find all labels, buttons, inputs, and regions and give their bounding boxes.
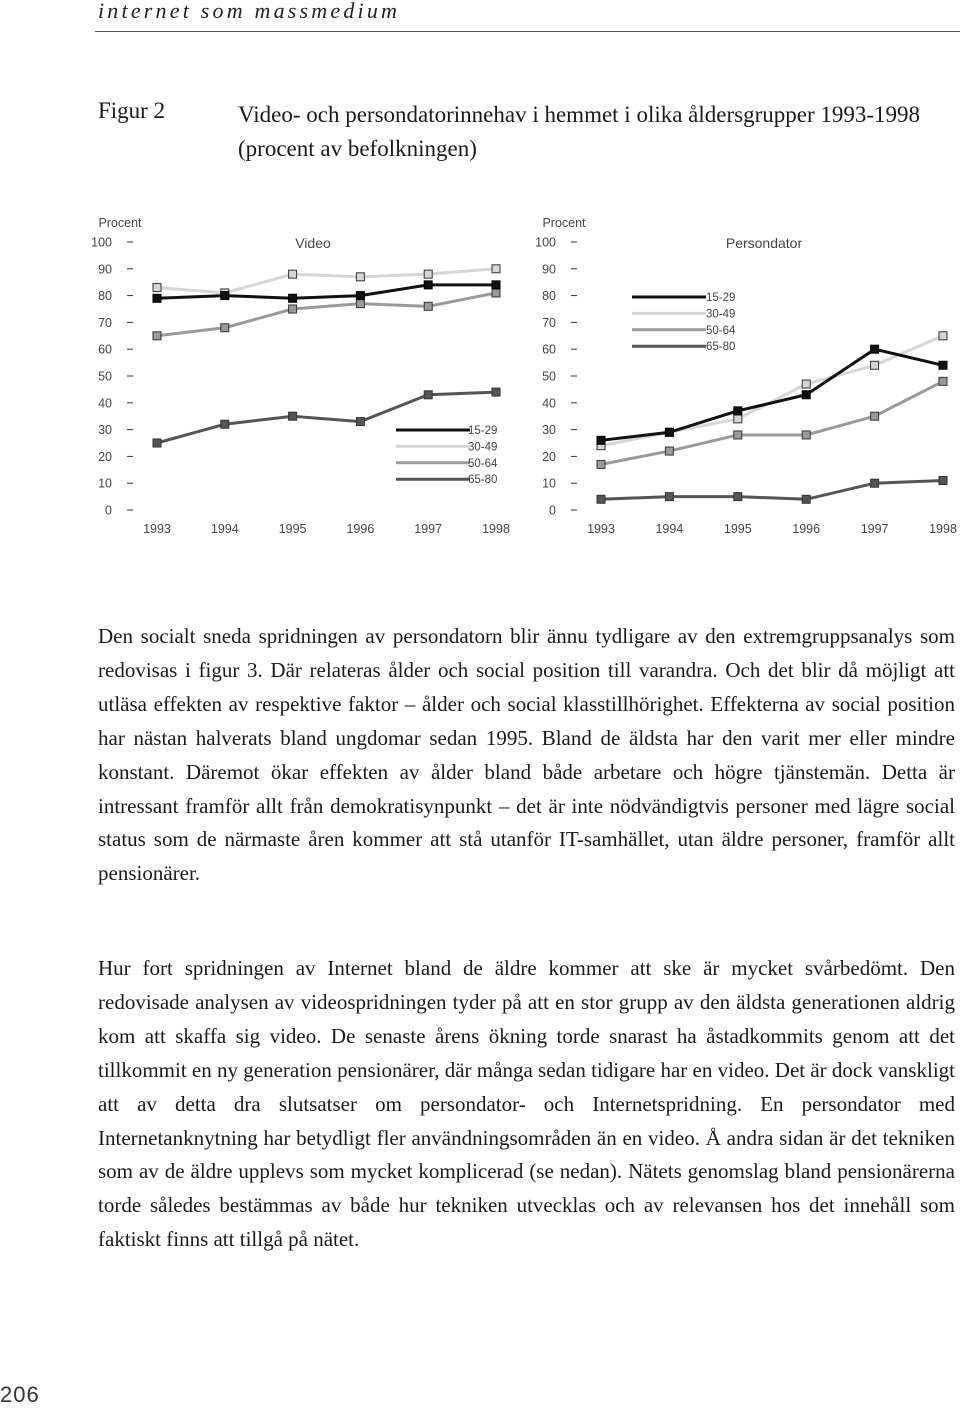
data-point-30-49 bbox=[734, 415, 742, 423]
data-point-15-29 bbox=[424, 281, 432, 289]
data-point-15-29 bbox=[289, 294, 297, 302]
body-paragraph-1: Den socialt sneda spridningen av persondatorn blir ännu tydligare av den extremgruppsanalys som redovisas i figur 3. Där relateras ålder och social position till varandra. Och det blir då möjligt att utläsa effekten av respektive faktor – ålder och social klasstillhörighet. Effekterna av social position har nästan halverats bland ungdomar sedan 1995. Bland de äldsta har den varit mer eller mindre konstant. Däremot ökar effekten av ålder bland både arbetare och högre tjänstemän. Detta är intressant framför allt från demokratisynpunkt – det är inte nödvändigtvis personer med lägre social status som de närmaste åren kommer att stå utanför IT-samhället, utan äldre personer, framför allt pensionärer. bbox=[98, 624, 955, 886]
legend-label: 50-64 bbox=[706, 324, 736, 337]
header-rule bbox=[95, 31, 960, 32]
data-point-30-49 bbox=[424, 270, 432, 278]
y-tick-label: 20 bbox=[542, 449, 556, 464]
data-point-50-64 bbox=[221, 324, 229, 332]
y-tick-label: 90 bbox=[98, 262, 112, 277]
data-point-30-49 bbox=[356, 273, 364, 281]
data-point-50-64 bbox=[734, 431, 742, 439]
data-point-15-29 bbox=[153, 294, 161, 302]
x-tick-label: 1994 bbox=[655, 522, 684, 536]
x-tick-label: 1996 bbox=[346, 522, 375, 536]
data-point-15-29 bbox=[221, 292, 229, 300]
y-tick-label: 90 bbox=[542, 262, 556, 277]
x-tick-label: 1995 bbox=[723, 522, 752, 536]
data-point-50-64 bbox=[665, 447, 673, 455]
video-chart bbox=[80, 205, 520, 545]
y-tick-label: 80 bbox=[542, 289, 556, 304]
data-point-50-64 bbox=[289, 305, 297, 313]
data-point-30-49 bbox=[289, 270, 297, 278]
x-tick-label: 1997 bbox=[860, 522, 889, 536]
series-line-65-80 bbox=[157, 392, 496, 443]
legend-label: 65-80 bbox=[468, 474, 498, 487]
x-tick-label: 1998 bbox=[482, 522, 510, 536]
y-axis-label: Procent bbox=[542, 216, 586, 230]
x-tick-label: 1997 bbox=[414, 522, 443, 536]
y-tick-label: 60 bbox=[542, 342, 556, 357]
running-head: internet som massmedium bbox=[98, 0, 401, 23]
y-tick-label: 40 bbox=[542, 396, 556, 411]
data-point-30-49 bbox=[802, 380, 810, 388]
chart-title: Persondator bbox=[725, 235, 803, 251]
y-tick-label: 0 bbox=[105, 503, 112, 518]
legend-label: 15-29 bbox=[468, 425, 498, 437]
y-tick-label: 100 bbox=[535, 235, 556, 250]
data-point-15-29 bbox=[734, 407, 742, 415]
y-tick-label: 70 bbox=[542, 315, 556, 330]
data-point-30-49 bbox=[153, 284, 161, 292]
data-point-15-29 bbox=[802, 391, 810, 399]
y-tick-label: 10 bbox=[542, 476, 556, 491]
y-tick-label: 20 bbox=[98, 449, 112, 464]
data-point-65-80 bbox=[492, 388, 500, 396]
chart-title: Video bbox=[295, 235, 331, 251]
data-point-65-80 bbox=[153, 439, 161, 447]
data-point-65-80 bbox=[289, 412, 297, 420]
x-tick-label: 1994 bbox=[210, 522, 239, 536]
data-point-15-29 bbox=[356, 292, 364, 300]
data-point-65-80 bbox=[424, 391, 432, 399]
data-point-50-64 bbox=[153, 332, 161, 340]
series-line-15-29 bbox=[601, 349, 943, 440]
data-point-65-80 bbox=[221, 420, 229, 428]
y-tick-label: 80 bbox=[98, 289, 112, 304]
figure-label: Figur 2 bbox=[98, 98, 166, 123]
legend-label: 50-64 bbox=[468, 457, 498, 470]
data-point-65-80 bbox=[871, 479, 879, 487]
y-axis-label: Procent bbox=[98, 216, 142, 230]
y-tick-label: 100 bbox=[91, 235, 112, 250]
body-paragraph-2: Hur fort spridningen av Internet bland de äldre kommer att ske är mycket svårbedömt. Den redovisade analysen av videospridningen tyder på att en stor grupp av den äldsta generationen aldrig kom att skaffa sig video. De senaste årens ökning torde snarast ha åstadkommits genom att det tillkommit en ny generation pensionärer, där många sedan tidigare har en video. Det är dock vanskligt att av detta dra slutsatser om persondator- och Internetspridning. En persondator med Internetanknytning har betydligt fler användningsområden än en video. Å andra sidan är det tekniken som av de äldre upplevs som mycket komplicerad (se nedan). Nätets genomslag bland pensionärerna torde således bestämmas av både hur tekniken utvecklas och av relevansen hos det innehåll som faktiskt finns att tillgå på nätet. bbox=[98, 956, 955, 1252]
data-point-65-80 bbox=[665, 493, 673, 501]
data-point-50-64 bbox=[802, 431, 810, 439]
data-point-50-64 bbox=[871, 412, 879, 420]
data-point-30-49 bbox=[939, 332, 947, 340]
y-tick-label: 50 bbox=[542, 369, 556, 384]
legend-label: 65-80 bbox=[706, 341, 736, 354]
data-point-50-64 bbox=[424, 302, 432, 310]
x-tick-label: 1993 bbox=[587, 522, 615, 536]
data-point-65-80 bbox=[597, 495, 605, 503]
y-tick-label: 0 bbox=[549, 503, 556, 518]
y-tick-label: 50 bbox=[98, 369, 112, 384]
data-point-65-80 bbox=[356, 418, 364, 426]
y-tick-label: 30 bbox=[542, 423, 556, 438]
data-point-30-49 bbox=[492, 265, 500, 273]
data-point-15-29 bbox=[871, 345, 879, 353]
y-tick-label: 60 bbox=[98, 342, 112, 357]
y-tick-label: 30 bbox=[98, 423, 112, 438]
figure-title: Video- och persondatorinnehav i hemmet i olika åldersgrupper 1993-1998 (procent av befolkningen) bbox=[238, 102, 921, 161]
legend-label: 15-29 bbox=[706, 292, 736, 304]
data-point-15-29 bbox=[665, 428, 673, 436]
y-tick-label: 10 bbox=[98, 476, 112, 491]
persondator-chart bbox=[524, 205, 960, 545]
series-line-65-80 bbox=[601, 481, 943, 500]
series-line-50-64 bbox=[157, 293, 496, 336]
data-point-65-80 bbox=[802, 495, 810, 503]
data-point-65-80 bbox=[939, 477, 947, 485]
x-tick-label: 1998 bbox=[929, 522, 957, 536]
data-point-50-64 bbox=[939, 377, 947, 385]
data-point-15-29 bbox=[597, 436, 605, 444]
series-line-30-49 bbox=[157, 269, 496, 293]
legend-label: 30-49 bbox=[468, 441, 498, 454]
data-point-50-64 bbox=[597, 460, 605, 468]
legend-label: 30-49 bbox=[706, 308, 736, 321]
data-point-50-64 bbox=[356, 300, 364, 308]
series-line-50-64 bbox=[601, 381, 943, 464]
x-tick-label: 1995 bbox=[278, 522, 307, 536]
data-point-50-64 bbox=[492, 289, 500, 297]
data-point-65-80 bbox=[734, 493, 742, 501]
data-point-30-49 bbox=[871, 361, 879, 369]
y-tick-label: 40 bbox=[98, 396, 112, 411]
page-number: 206 bbox=[0, 1382, 40, 1407]
data-point-15-29 bbox=[939, 361, 947, 369]
data-point-15-29 bbox=[492, 281, 500, 289]
y-tick-label: 70 bbox=[98, 315, 112, 330]
x-tick-label: 1996 bbox=[792, 522, 821, 536]
x-tick-label: 1993 bbox=[143, 522, 171, 536]
